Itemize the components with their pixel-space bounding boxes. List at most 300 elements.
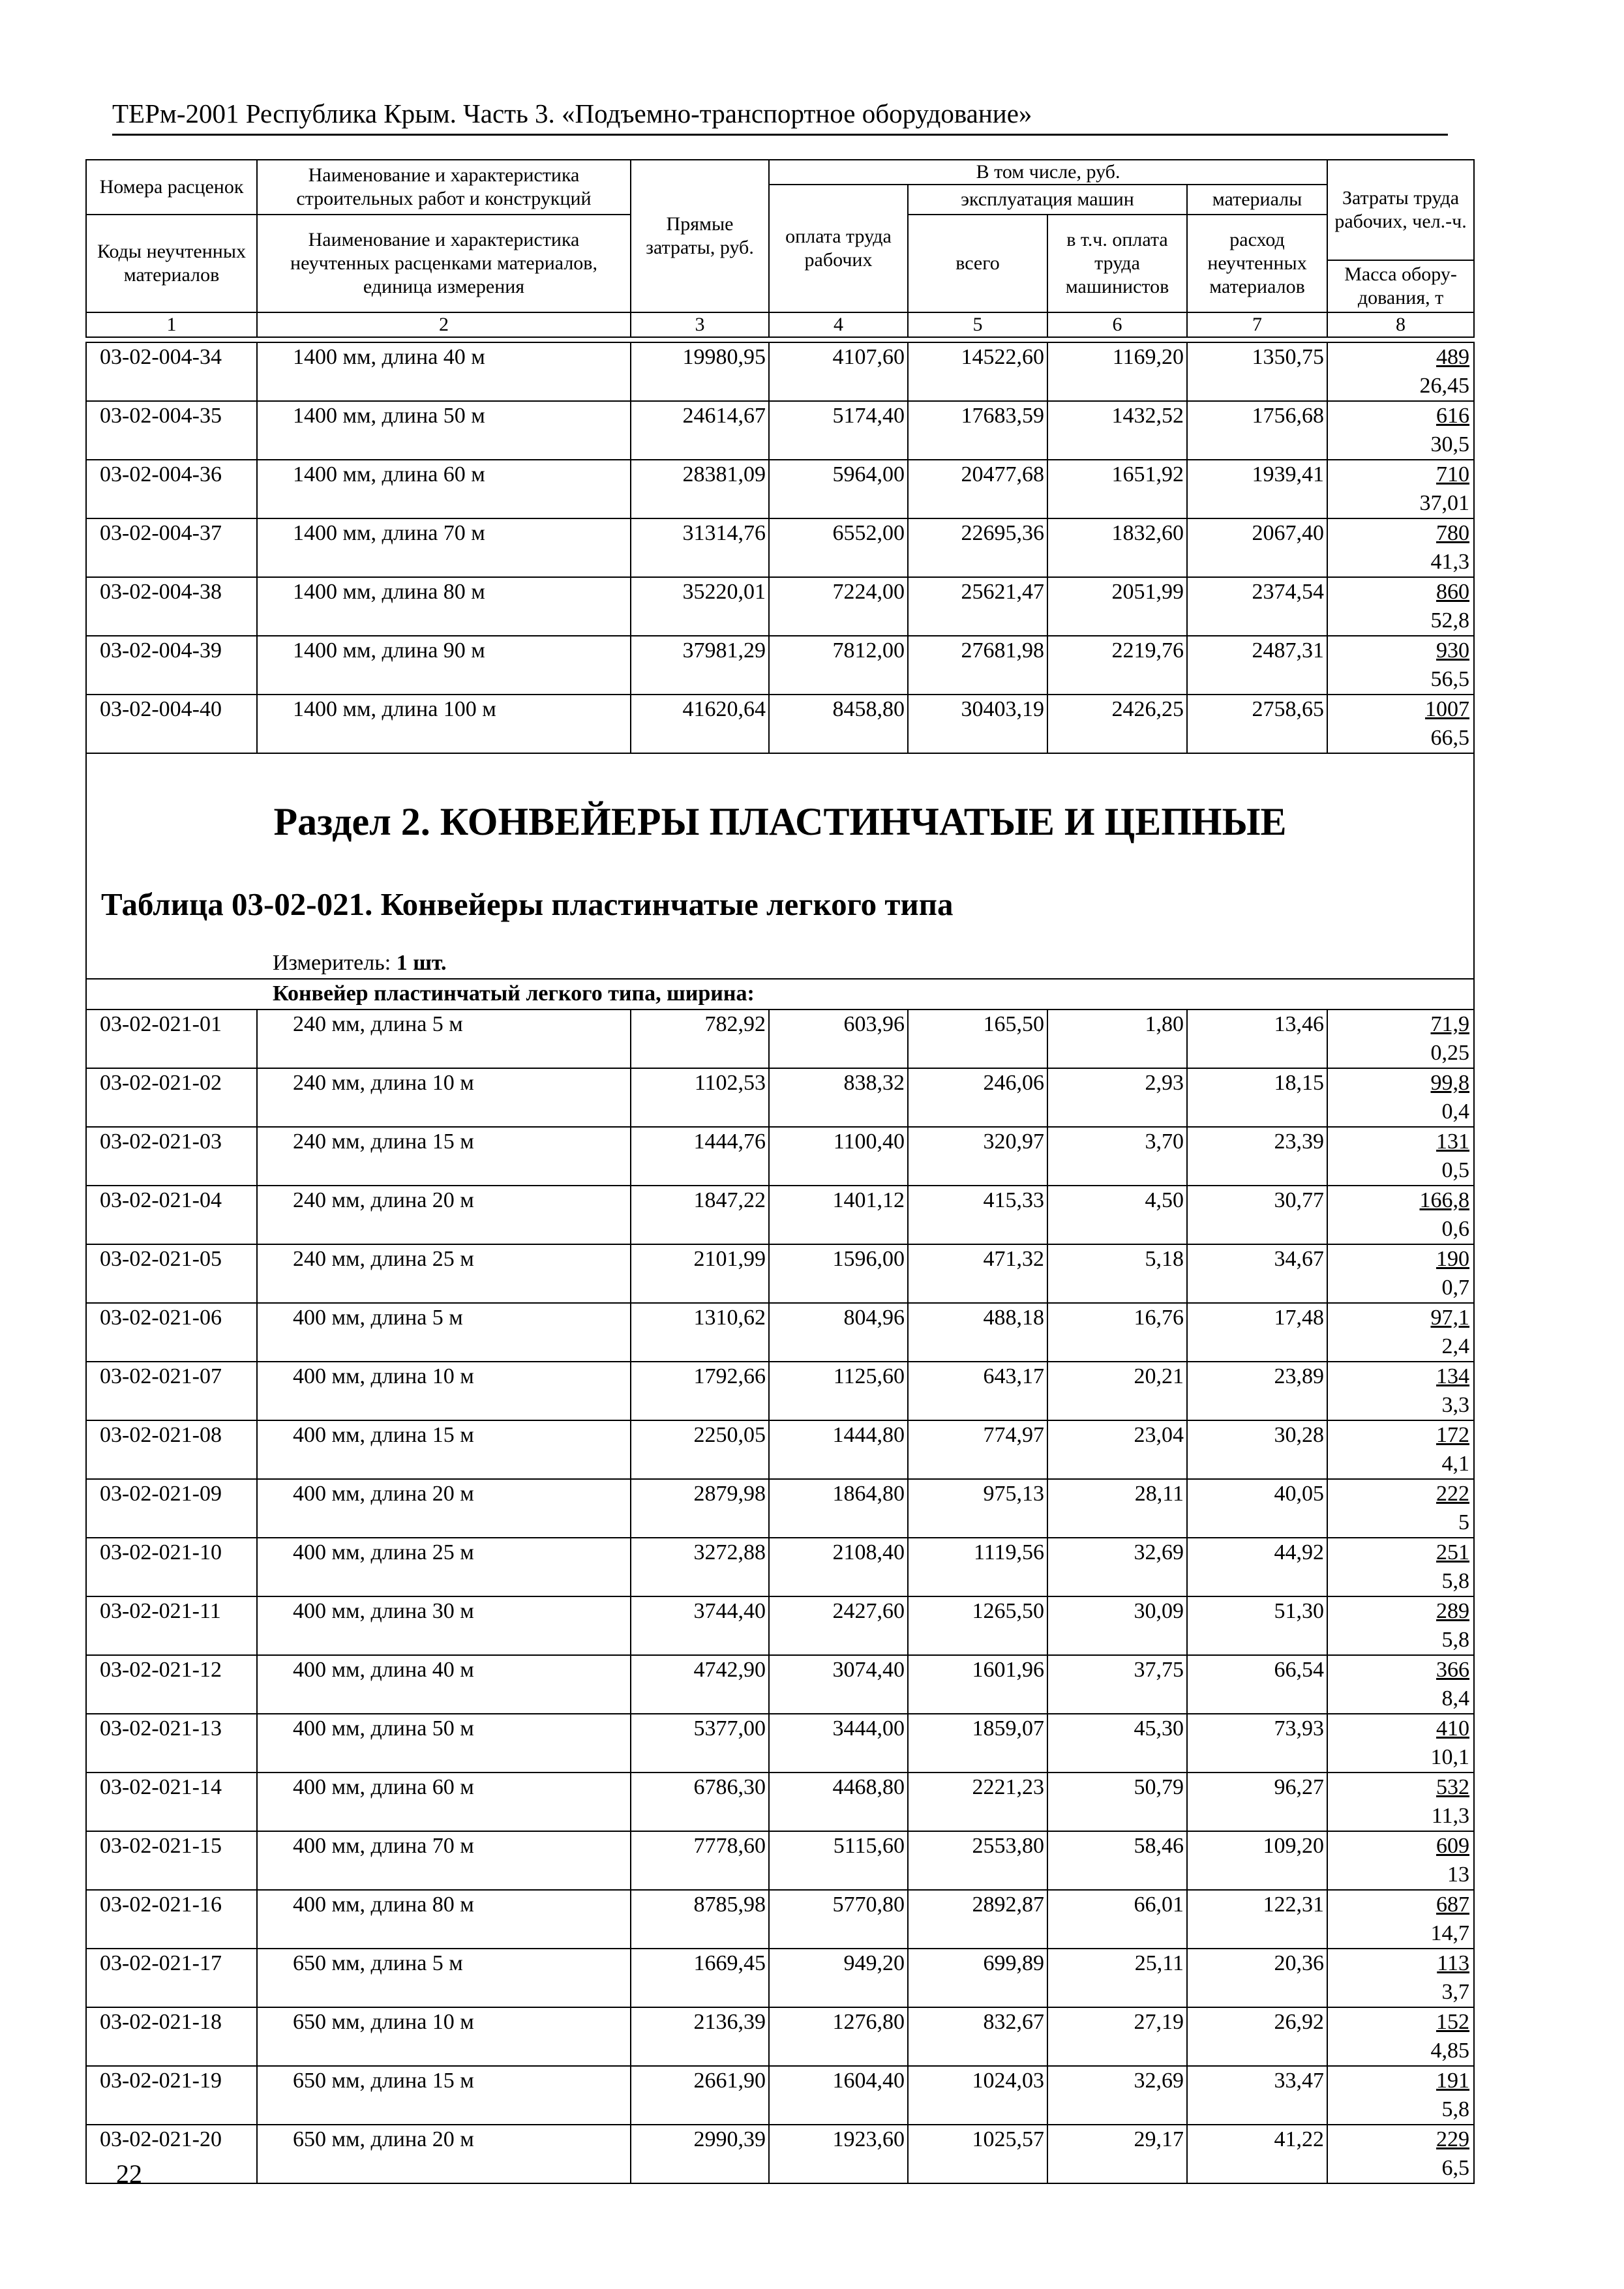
materials-cost: 73,93 bbox=[1187, 1714, 1327, 1773]
workers-pay: 8458,80 bbox=[769, 695, 908, 753]
workers-pay: 1864,80 bbox=[769, 1479, 908, 1538]
workers-pay: 1596,00 bbox=[769, 1244, 908, 1303]
labor-mass-cell bbox=[1327, 1479, 1474, 1538]
machinist-pay: 30,09 bbox=[1047, 1596, 1187, 1655]
header-work-name: Наименование и характеристика строительных работ и конструкций bbox=[257, 160, 631, 215]
table-row bbox=[86, 1127, 1474, 1186]
workers-pay: 1923,60 bbox=[769, 2125, 908, 2183]
workers-pay: 1276,80 bbox=[769, 2007, 908, 2066]
rate-code: 03-02-021-18 bbox=[86, 2007, 257, 2066]
rate-name: 400 мм, длина 60 м bbox=[257, 1773, 631, 1831]
labor-costs: 131 bbox=[1436, 1130, 1469, 1154]
rate-name: 400 мм, длина 20 м bbox=[257, 1479, 631, 1538]
workers-pay: 4107,60 bbox=[769, 342, 908, 401]
table-row bbox=[86, 1714, 1474, 1773]
equipment-mass: 0,6 bbox=[1441, 1217, 1469, 1241]
machine-costs: 165,50 bbox=[908, 1010, 1047, 1068]
workers-pay: 804,96 bbox=[769, 1303, 908, 1362]
table-row bbox=[86, 2125, 1474, 2183]
equipment-mass: 0,4 bbox=[1441, 1100, 1469, 1124]
workers-pay: 1604,40 bbox=[769, 2066, 908, 2125]
rate-name: 240 мм, длина 25 м bbox=[257, 1244, 631, 1303]
labor-costs: 860 bbox=[1436, 580, 1469, 604]
table-row bbox=[86, 1303, 1474, 1362]
header-rate-numbers: Номера расценок bbox=[86, 160, 257, 215]
workers-pay: 1444,80 bbox=[769, 1420, 908, 1479]
workers-pay: 1401,12 bbox=[769, 1186, 908, 1244]
col-number: 1 bbox=[86, 312, 257, 337]
table-row bbox=[86, 1831, 1474, 1890]
rate-name: 650 мм, длина 10 м bbox=[257, 2007, 631, 2066]
rate-name: 240 мм, длина 10 м bbox=[257, 1068, 631, 1127]
machinist-pay: 23,04 bbox=[1047, 1420, 1187, 1479]
workers-pay: 2108,40 bbox=[769, 1538, 908, 1596]
direct-costs: 28381,09 bbox=[631, 460, 769, 518]
direct-costs: 2101,99 bbox=[631, 1244, 769, 1303]
header-machine-operation: эксплуатация машин bbox=[908, 185, 1187, 215]
labor-costs: 172 bbox=[1436, 1423, 1469, 1447]
materials-cost: 13,46 bbox=[1187, 1010, 1327, 1068]
rows-table-03-02-021 bbox=[86, 1010, 1474, 2183]
rate-code: 03-02-021-20 bbox=[86, 2125, 257, 2183]
equipment-mass: 6,5 bbox=[1441, 2156, 1469, 2180]
machinist-pay: 2,93 bbox=[1047, 1068, 1187, 1127]
labor-costs: 780 bbox=[1436, 521, 1469, 545]
machine-costs: 22695,36 bbox=[908, 518, 1047, 577]
labor-mass-cell bbox=[1327, 1890, 1474, 1949]
col-number: 7 bbox=[1187, 312, 1327, 337]
machine-costs: 1859,07 bbox=[908, 1714, 1047, 1773]
rows-table-03-02-004 bbox=[86, 342, 1474, 753]
labor-mass-cell bbox=[1327, 1655, 1474, 1714]
materials-cost: 1939,41 bbox=[1187, 460, 1327, 518]
labor-mass-cell bbox=[1327, 2125, 1474, 2183]
equipment-mass: 5 bbox=[1458, 1510, 1469, 1534]
direct-costs: 2990,39 bbox=[631, 2125, 769, 2183]
table-row bbox=[86, 1596, 1474, 1655]
labor-costs: 97,1 bbox=[1430, 1306, 1469, 1330]
col-number: 5 bbox=[908, 312, 1047, 337]
direct-costs: 37981,29 bbox=[631, 636, 769, 695]
rate-code: 03-02-021-07 bbox=[86, 1362, 257, 1420]
rate-name: 400 мм, длина 70 м bbox=[257, 1831, 631, 1890]
direct-costs: 2250,05 bbox=[631, 1420, 769, 1479]
rate-code: 03-02-021-05 bbox=[86, 1244, 257, 1303]
machinist-pay: 66,01 bbox=[1047, 1890, 1187, 1949]
rate-name: 1400 мм, длина 70 м bbox=[257, 518, 631, 577]
labor-costs: 489 bbox=[1436, 345, 1469, 369]
machinist-pay: 2051,99 bbox=[1047, 577, 1187, 636]
machine-costs: 2892,87 bbox=[908, 1890, 1047, 1949]
labor-mass-cell bbox=[1327, 1831, 1474, 1890]
direct-costs: 2136,39 bbox=[631, 2007, 769, 2066]
table-row bbox=[86, 636, 1474, 695]
materials-cost: 51,30 bbox=[1187, 1596, 1327, 1655]
machinist-pay: 1651,92 bbox=[1047, 460, 1187, 518]
materials-cost: 33,47 bbox=[1187, 2066, 1327, 2125]
rate-name: 240 мм, длина 5 м bbox=[257, 1010, 631, 1068]
col-number: 2 bbox=[257, 312, 631, 337]
machinist-pay: 45,30 bbox=[1047, 1714, 1187, 1773]
rate-code: 03-02-021-04 bbox=[86, 1186, 257, 1244]
equipment-mass: 4,85 bbox=[1430, 2039, 1469, 2063]
direct-costs: 8785,98 bbox=[631, 1890, 769, 1949]
table-title: Таблица 03-02-021. Конвейеры пластинчатые легкого типа bbox=[101, 886, 954, 922]
table-row bbox=[86, 460, 1474, 518]
equipment-mass: 5,8 bbox=[1441, 1628, 1469, 1652]
labor-costs: 366 bbox=[1436, 1658, 1469, 1682]
rate-code: 03-02-004-37 bbox=[86, 518, 257, 577]
labor-costs: 222 bbox=[1436, 1482, 1469, 1506]
workers-pay: 603,96 bbox=[769, 1010, 908, 1068]
labor-costs: 532 bbox=[1436, 1775, 1469, 1799]
equipment-mass: 0,25 bbox=[1430, 1041, 1469, 1065]
rate-code: 03-02-021-03 bbox=[86, 1127, 257, 1186]
rate-name: 400 мм, длина 5 м bbox=[257, 1303, 631, 1362]
table-row bbox=[86, 342, 1474, 401]
machine-costs: 20477,68 bbox=[908, 460, 1047, 518]
rate-name: 400 мм, длина 30 м bbox=[257, 1596, 631, 1655]
table-row bbox=[86, 401, 1474, 460]
table-row bbox=[86, 1655, 1474, 1714]
header-workers-pay: оплата труда рабочих bbox=[769, 185, 908, 312]
workers-pay: 949,20 bbox=[769, 1949, 908, 2007]
labor-costs: 191 bbox=[1436, 2069, 1469, 2093]
materials-cost: 23,39 bbox=[1187, 1127, 1327, 1186]
equipment-mass: 3,3 bbox=[1441, 1393, 1469, 1417]
direct-costs: 24614,67 bbox=[631, 401, 769, 460]
labor-costs: 113 bbox=[1437, 1951, 1469, 1975]
machinist-pay: 4,50 bbox=[1047, 1186, 1187, 1244]
equipment-mass: 14,7 bbox=[1430, 1921, 1469, 1945]
labor-mass-cell bbox=[1327, 2007, 1474, 2066]
labor-costs: 930 bbox=[1436, 638, 1469, 663]
direct-costs: 1102,53 bbox=[631, 1068, 769, 1127]
machine-costs: 27681,98 bbox=[908, 636, 1047, 695]
table-row bbox=[86, 1479, 1474, 1538]
direct-costs: 7778,60 bbox=[631, 1831, 769, 1890]
labor-mass-cell bbox=[1327, 1949, 1474, 2007]
direct-costs: 2661,90 bbox=[631, 2066, 769, 2125]
equipment-mass: 2,4 bbox=[1441, 1334, 1469, 1358]
rate-name: 1400 мм, длина 90 м bbox=[257, 636, 631, 695]
equipment-mass: 56,5 bbox=[1430, 667, 1469, 691]
machinist-pay: 5,18 bbox=[1047, 1244, 1187, 1303]
labor-costs: 410 bbox=[1436, 1716, 1469, 1741]
machine-costs: 488,18 bbox=[908, 1303, 1047, 1362]
machinist-pay: 50,79 bbox=[1047, 1773, 1187, 1831]
workers-pay: 5964,00 bbox=[769, 460, 908, 518]
header-machinist-pay: в т.ч. оплата труда машинистов bbox=[1047, 215, 1187, 312]
labor-mass-cell bbox=[1327, 577, 1474, 636]
materials-cost: 30,28 bbox=[1187, 1420, 1327, 1479]
direct-costs: 41620,64 bbox=[631, 695, 769, 753]
rate-code: 03-02-021-12 bbox=[86, 1655, 257, 1714]
group-title: Конвейер пластинчатый легкого типа, ширина: bbox=[86, 979, 1474, 1010]
rate-code: 03-02-021-16 bbox=[86, 1890, 257, 1949]
labor-mass-cell bbox=[1327, 2066, 1474, 2125]
direct-costs: 1444,76 bbox=[631, 1127, 769, 1186]
machinist-pay: 58,46 bbox=[1047, 1831, 1187, 1890]
equipment-mass: 3,7 bbox=[1441, 1980, 1469, 2004]
direct-costs: 19980,95 bbox=[631, 342, 769, 401]
equipment-mass: 30,5 bbox=[1430, 432, 1469, 456]
machine-costs: 2553,80 bbox=[908, 1831, 1047, 1890]
direct-costs: 2879,98 bbox=[631, 1479, 769, 1538]
materials-cost: 41,22 bbox=[1187, 2125, 1327, 2183]
machinist-pay: 27,19 bbox=[1047, 2007, 1187, 2066]
equipment-mass: 10,1 bbox=[1430, 1745, 1469, 1769]
machinist-pay: 2219,76 bbox=[1047, 636, 1187, 695]
page-header: ТЕРм-2001 Республика Крым. Часть 3. «Подъемно-транспортное оборудование» bbox=[112, 98, 1032, 128]
header-labor-costs: Затраты труда рабочих, чел.-ч. bbox=[1327, 160, 1474, 260]
col-number: 8 bbox=[1327, 312, 1474, 337]
materials-cost: 2758,65 bbox=[1187, 695, 1327, 753]
measure-label: Измеритель: bbox=[273, 951, 391, 975]
materials-cost: 40,05 bbox=[1187, 1479, 1327, 1538]
machine-costs: 14522,60 bbox=[908, 342, 1047, 401]
col-number: 3 bbox=[631, 312, 769, 337]
workers-pay: 2427,60 bbox=[769, 1596, 908, 1655]
labor-costs: 609 bbox=[1436, 1834, 1469, 1858]
rate-code: 03-02-021-19 bbox=[86, 2066, 257, 2125]
rate-name: 400 мм, длина 15 м bbox=[257, 1420, 631, 1479]
materials-cost: 30,77 bbox=[1187, 1186, 1327, 1244]
labor-mass-cell bbox=[1327, 695, 1474, 753]
materials-cost: 1756,68 bbox=[1187, 401, 1327, 460]
labor-costs: 166,8 bbox=[1419, 1188, 1469, 1212]
equipment-mass: 26,45 bbox=[1419, 374, 1469, 398]
materials-cost: 2374,54 bbox=[1187, 577, 1327, 636]
machine-costs: 246,06 bbox=[908, 1068, 1047, 1127]
materials-cost: 17,48 bbox=[1187, 1303, 1327, 1362]
machinist-pay: 1169,20 bbox=[1047, 342, 1187, 401]
header-rule bbox=[112, 134, 1448, 136]
direct-costs: 3272,88 bbox=[631, 1538, 769, 1596]
workers-pay: 5770,80 bbox=[769, 1890, 908, 1949]
table-row bbox=[86, 1420, 1474, 1479]
machine-costs: 471,32 bbox=[908, 1244, 1047, 1303]
labor-mass-cell bbox=[1327, 1714, 1474, 1773]
header-direct-costs: Прямые затраты, руб. bbox=[631, 160, 769, 312]
labor-mass-cell bbox=[1327, 1538, 1474, 1596]
materials-cost: 20,36 bbox=[1187, 1949, 1327, 2007]
header-materials: материалы bbox=[1187, 185, 1327, 215]
col-number: 4 bbox=[769, 312, 908, 337]
equipment-mass: 41,3 bbox=[1430, 550, 1469, 574]
machinist-pay: 1,80 bbox=[1047, 1010, 1187, 1068]
table-row bbox=[86, 2007, 1474, 2066]
workers-pay: 838,32 bbox=[769, 1068, 908, 1127]
labor-mass-cell bbox=[1327, 342, 1474, 401]
labor-costs: 152 bbox=[1436, 2010, 1469, 2034]
machinist-pay: 29,17 bbox=[1047, 2125, 1187, 2183]
rate-name: 400 мм, длина 80 м bbox=[257, 1890, 631, 1949]
materials-cost: 23,89 bbox=[1187, 1362, 1327, 1420]
labor-mass-cell bbox=[1327, 1068, 1474, 1127]
rate-name: 240 мм, длина 20 м bbox=[257, 1186, 631, 1244]
labor-costs: 134 bbox=[1436, 1364, 1469, 1388]
equipment-mass: 0,7 bbox=[1441, 1276, 1469, 1300]
table-row bbox=[86, 1949, 1474, 2007]
rate-code: 03-02-021-02 bbox=[86, 1068, 257, 1127]
labor-mass-cell bbox=[1327, 1420, 1474, 1479]
materials-cost: 26,92 bbox=[1187, 2007, 1327, 2066]
table-row bbox=[86, 695, 1474, 753]
labor-mass-cell bbox=[1327, 1127, 1474, 1186]
table-row bbox=[86, 1538, 1474, 1596]
page-number: 22 bbox=[116, 2159, 142, 2189]
labor-costs: 71,9 bbox=[1430, 1012, 1469, 1036]
equipment-mass: 5,8 bbox=[1441, 1569, 1469, 1593]
machinist-pay: 32,69 bbox=[1047, 2066, 1187, 2125]
direct-costs: 1310,62 bbox=[631, 1303, 769, 1362]
machine-costs: 320,97 bbox=[908, 1127, 1047, 1186]
header-material-names: Наименование и характеристика неучтенных расценками материалов, единица измерения bbox=[257, 215, 631, 312]
workers-pay: 5115,60 bbox=[769, 1831, 908, 1890]
rate-code: 03-02-004-34 bbox=[86, 342, 257, 401]
rate-name: 1400 мм, длина 60 м bbox=[257, 460, 631, 518]
equipment-mass: 66,5 bbox=[1430, 726, 1469, 750]
labor-costs: 251 bbox=[1436, 1540, 1469, 1564]
rate-code: 03-02-004-40 bbox=[86, 695, 257, 753]
machinist-pay: 2426,25 bbox=[1047, 695, 1187, 753]
labor-mass-cell bbox=[1327, 636, 1474, 695]
table-row bbox=[86, 1890, 1474, 1949]
labor-costs: 229 bbox=[1436, 2127, 1469, 2151]
machinist-pay: 20,21 bbox=[1047, 1362, 1187, 1420]
rate-name: 650 мм, длина 20 м bbox=[257, 2125, 631, 2183]
rate-code: 03-02-021-17 bbox=[86, 1949, 257, 2007]
direct-costs: 31314,76 bbox=[631, 518, 769, 577]
header-codes: Коды неучтенных материалов bbox=[86, 215, 257, 312]
rate-code: 03-02-021-14 bbox=[86, 1773, 257, 1831]
labor-costs: 289 bbox=[1436, 1599, 1469, 1623]
labor-mass-cell bbox=[1327, 1010, 1474, 1068]
equipment-mass: 11,3 bbox=[1431, 1804, 1469, 1828]
machine-costs: 1025,57 bbox=[908, 2125, 1047, 2183]
equipment-mass: 8,4 bbox=[1441, 1686, 1469, 1711]
rate-name: 400 мм, длина 25 м bbox=[257, 1538, 631, 1596]
table-row bbox=[86, 2066, 1474, 2125]
labor-costs: 710 bbox=[1436, 462, 1469, 486]
header-including: В том числе, руб. bbox=[769, 160, 1327, 185]
materials-cost: 34,67 bbox=[1187, 1244, 1327, 1303]
table-header bbox=[85, 159, 1475, 338]
workers-pay: 6552,00 bbox=[769, 518, 908, 577]
equipment-mass: 52,8 bbox=[1430, 608, 1469, 633]
table-row bbox=[86, 1362, 1474, 1420]
col-number: 6 bbox=[1047, 312, 1187, 337]
labor-mass-cell bbox=[1327, 1596, 1474, 1655]
table-row bbox=[86, 1010, 1474, 1068]
equipment-mass: 4,1 bbox=[1441, 1452, 1469, 1476]
materials-cost: 96,27 bbox=[1187, 1773, 1327, 1831]
machine-costs: 415,33 bbox=[908, 1186, 1047, 1244]
materials-cost: 2487,31 bbox=[1187, 636, 1327, 695]
machinist-pay: 28,11 bbox=[1047, 1479, 1187, 1538]
workers-pay: 4468,80 bbox=[769, 1773, 908, 1831]
direct-costs: 1792,66 bbox=[631, 1362, 769, 1420]
measure-line bbox=[86, 950, 1474, 979]
direct-costs: 1847,22 bbox=[631, 1186, 769, 1244]
workers-pay: 3074,40 bbox=[769, 1655, 908, 1714]
machinist-pay: 3,70 bbox=[1047, 1127, 1187, 1186]
machine-costs: 1024,03 bbox=[908, 2066, 1047, 2125]
machine-costs: 1265,50 bbox=[908, 1596, 1047, 1655]
direct-costs: 4742,90 bbox=[631, 1655, 769, 1714]
labor-mass-cell bbox=[1327, 460, 1474, 518]
table-row bbox=[86, 1186, 1474, 1244]
section-block bbox=[86, 753, 1474, 950]
workers-pay: 7224,00 bbox=[769, 577, 908, 636]
table-row bbox=[86, 518, 1474, 577]
machinist-pay: 16,76 bbox=[1047, 1303, 1187, 1362]
direct-costs: 782,92 bbox=[631, 1010, 769, 1068]
workers-pay: 5174,40 bbox=[769, 401, 908, 460]
header-equipment-mass: Масса обору-дования, т bbox=[1327, 260, 1474, 312]
labor-mass-cell bbox=[1327, 1303, 1474, 1362]
materials-cost: 66,54 bbox=[1187, 1655, 1327, 1714]
rate-name: 400 мм, длина 40 м bbox=[257, 1655, 631, 1714]
workers-pay: 1125,60 bbox=[769, 1362, 908, 1420]
labor-mass-cell bbox=[1327, 1773, 1474, 1831]
equipment-mass: 13 bbox=[1447, 1863, 1469, 1887]
machinist-pay: 1432,52 bbox=[1047, 401, 1187, 460]
rates-table bbox=[85, 342, 1475, 2184]
rate-name: 400 мм, длина 10 м bbox=[257, 1362, 631, 1420]
rate-code: 03-02-021-11 bbox=[86, 1596, 257, 1655]
machinist-pay: 32,69 bbox=[1047, 1538, 1187, 1596]
workers-pay: 7812,00 bbox=[769, 636, 908, 695]
section-title: Раздел 2. КОНВЕЙЕРЫ ПЛАСТИНЧАТЫЕ И ЦЕПНЫЕ bbox=[273, 800, 1287, 843]
labor-costs: 616 bbox=[1436, 404, 1469, 428]
rate-code: 03-02-021-15 bbox=[86, 1831, 257, 1890]
rate-code: 03-02-004-38 bbox=[86, 577, 257, 636]
labor-mass-cell bbox=[1327, 401, 1474, 460]
labor-mass-cell bbox=[1327, 1362, 1474, 1420]
header-unaccounted-use: расход неучтенных материалов bbox=[1187, 215, 1327, 312]
rate-code: 03-02-004-39 bbox=[86, 636, 257, 695]
rate-code: 03-02-021-06 bbox=[86, 1303, 257, 1362]
rate-name: 1400 мм, длина 40 м bbox=[257, 342, 631, 401]
materials-cost: 109,20 bbox=[1187, 1831, 1327, 1890]
labor-costs: 1007 bbox=[1425, 697, 1469, 721]
machine-costs: 1119,56 bbox=[908, 1538, 1047, 1596]
table-row bbox=[86, 577, 1474, 636]
workers-pay: 1100,40 bbox=[769, 1127, 908, 1186]
rate-code: 03-02-021-01 bbox=[86, 1010, 257, 1068]
materials-cost: 1350,75 bbox=[1187, 342, 1327, 401]
machine-costs: 17683,59 bbox=[908, 401, 1047, 460]
equipment-mass: 37,01 bbox=[1419, 491, 1469, 515]
labor-mass-cell bbox=[1327, 518, 1474, 577]
equipment-mass: 0,5 bbox=[1441, 1158, 1469, 1182]
labor-costs: 190 bbox=[1436, 1247, 1469, 1271]
machine-costs: 643,17 bbox=[908, 1362, 1047, 1420]
machinist-pay: 37,75 bbox=[1047, 1655, 1187, 1714]
rate-code: 03-02-021-13 bbox=[86, 1714, 257, 1773]
rate-name: 1400 мм, длина 50 м bbox=[257, 401, 631, 460]
machine-costs: 774,97 bbox=[908, 1420, 1047, 1479]
rate-name: 400 мм, длина 50 м bbox=[257, 1714, 631, 1773]
measure-value: 1 шт. bbox=[396, 951, 447, 975]
rate-code: 03-02-021-09 bbox=[86, 1479, 257, 1538]
materials-cost: 122,31 bbox=[1187, 1890, 1327, 1949]
machine-costs: 975,13 bbox=[908, 1479, 1047, 1538]
materials-cost: 44,92 bbox=[1187, 1538, 1327, 1596]
direct-costs: 6786,30 bbox=[631, 1773, 769, 1831]
